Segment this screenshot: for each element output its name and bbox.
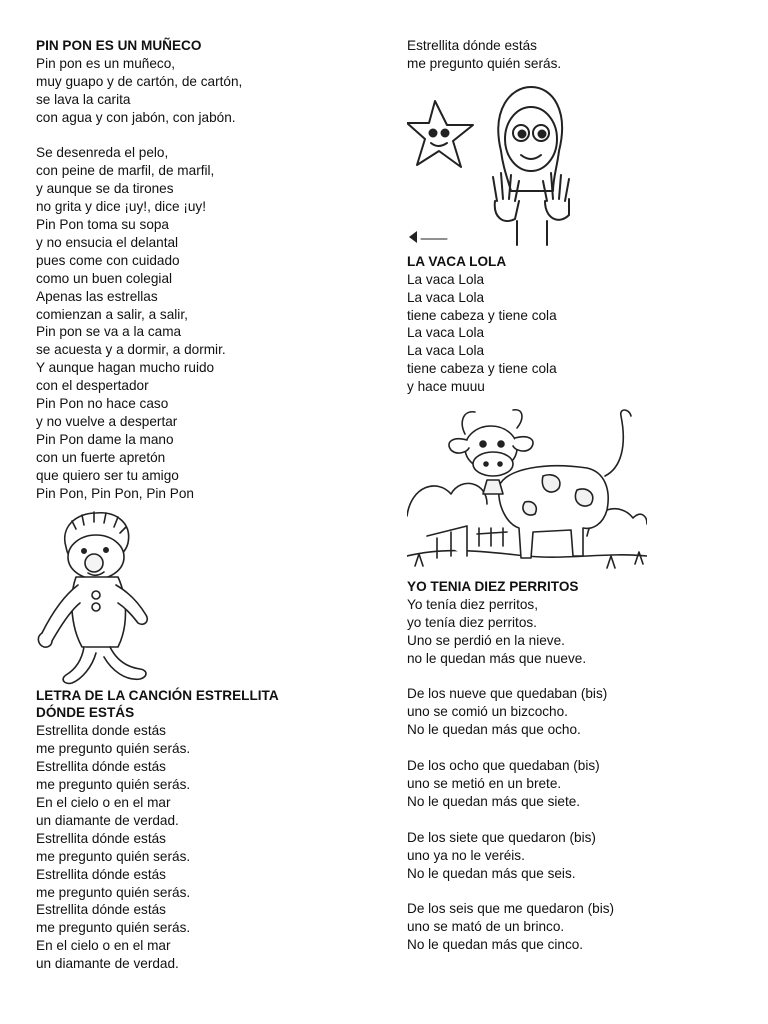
lyric-line: Pin Pon dame la mano: [36, 431, 174, 447]
cow-illustration: [407, 406, 647, 574]
lyric-line: Estrellita dónde estás: [407, 38, 537, 53]
lyric-line: y no ensucia el delantal: [36, 234, 179, 250]
lyric-line: No le quedan más que ocho.: [407, 722, 581, 738]
lyric-line: Yo tenía diez perritos,: [407, 596, 538, 612]
right-column: [407, 37, 737, 954]
stanza-gap: [407, 882, 737, 900]
lyric-line: Pin Pon toma su sopa: [36, 217, 169, 233]
star-and-girl-illustration: [407, 81, 579, 249]
lyric-line: se lava la carita: [36, 91, 131, 107]
lyric-line: no le quedan más que nueve.: [407, 650, 587, 666]
lyric-line: comienzan a salir, a salir,: [36, 306, 188, 322]
lyric-line: Estrellita dónde estás: [36, 759, 166, 775]
lyric-line: y hace muuu: [407, 379, 485, 395]
lyric-line: uno se comió un bizcocho.: [407, 704, 568, 720]
lyric-line: con agua y con jabón, con jabón.: [36, 109, 236, 125]
lyric-line: No le quedan más que siete.: [407, 793, 581, 809]
lyric-line: Y aunque hagan mucho ruido: [36, 360, 215, 376]
lyric-line: Estrellita dónde estás: [36, 866, 166, 882]
stanza-gap: [407, 668, 737, 686]
lyric-line: uno se metió en un brete.: [407, 776, 562, 791]
lyrics-pin-pon: [36, 55, 366, 503]
lyric-line: me pregunto quién serás.: [36, 884, 191, 900]
lyric-line: De los siete que quedaron (bis): [407, 829, 596, 845]
lyric-line: un diamante de verdad.: [36, 812, 179, 828]
lyric-line: La vaca Lola: [407, 289, 485, 305]
song-title-pin-pon: PIN PON ES UN MUÑECO: [36, 38, 202, 53]
lyric-line: La vaca Lola: [407, 343, 485, 359]
lyric-line: pues come con cuidado: [36, 252, 180, 268]
lyric-line: Apenas las estrellas: [36, 288, 158, 304]
lyric-line: y no vuelve a despertar: [36, 414, 178, 430]
lyric-line: me pregunto quién serás.: [36, 920, 191, 936]
lyric-line: muy guapo y de cartón, de cartón,: [36, 73, 243, 89]
lyric-line: Pin pon se va a la cama: [36, 324, 182, 340]
lyric-line: yo tenía diez perritos.: [407, 614, 537, 630]
lyric-line: como un buen colegial: [36, 270, 173, 286]
song-title-vaca-lola: LA VACA LOLA: [407, 253, 507, 269]
stanza-gap: [407, 739, 737, 757]
lyric-line: tiene cabeza y tiene cola: [407, 361, 557, 377]
song-title-diez-perritos: YO TENIA DIEZ PERRITOS: [407, 579, 579, 595]
song-title-estrellita-line1: LETRA DE LA CANCIÓN ESTRELLITA: [36, 687, 279, 703]
lyric-line: En el cielo o en el mar: [36, 794, 171, 810]
lyric-line: En el cielo o en el mar: [36, 938, 171, 954]
lyric-line: Uno se perdió en la nieve.: [407, 632, 565, 648]
lyric-line: me pregunto quién serás.: [36, 777, 191, 793]
lyric-line: uno se mató de un brinco.: [407, 919, 565, 935]
lyric-line: que quiero ser tu amigo: [36, 467, 179, 483]
lyric-line: No le quedan más que cinco.: [407, 937, 584, 953]
lyric-line: con peine de marfil, de marfil,: [36, 163, 215, 179]
lyric-line: Pin pon es un muñeco,: [36, 55, 176, 71]
lyrics-vaca-lola: [407, 271, 737, 396]
lyrics-estrellita: [36, 722, 366, 973]
lyric-line: Se desenreda el pelo,: [36, 145, 169, 161]
lyric-line: con el despertador: [36, 378, 149, 394]
lyric-line: un diamante de verdad.: [36, 956, 179, 972]
lyric-line: Estrellita donde estás: [36, 723, 166, 739]
lyric-line: me pregunto quién serás.: [36, 741, 191, 757]
lyric-line: Estrellita dónde estás: [36, 902, 166, 918]
stanza-gap: [36, 127, 366, 145]
lyric-line: La vaca Lola: [407, 325, 485, 341]
lyric-line: Estrellita dónde estás: [36, 830, 166, 846]
pin-pon-puppet-illustration: [36, 507, 166, 685]
lyric-line: De los seis que me quedaron (bis): [407, 901, 615, 917]
song-title-estrellita: [36, 687, 366, 723]
lyric-line: tiene cabeza y tiene cola: [407, 307, 557, 323]
lyric-line: se acuesta y a dormir, a dormir.: [36, 342, 226, 358]
lyric-line: no grita y dice ¡uy!, dice ¡uy!: [36, 199, 206, 215]
lyric-line: Pin Pon no hace caso: [36, 396, 169, 412]
lyric-line: y aunque se da tirones: [36, 181, 174, 197]
lyric-line: Pin Pon, Pin Pon, Pin Pon: [36, 485, 194, 501]
lyric-line: La vaca Lola: [407, 271, 485, 287]
lyrics-diez-perritos: [407, 596, 737, 954]
lyric-line: uno ya no le veréis.: [407, 847, 525, 863]
lyric-line: me pregunto quién serás.: [36, 848, 191, 864]
lyric-line: De los nueve que quedaban (bis): [407, 686, 608, 702]
left-column: [36, 37, 366, 973]
lyric-line: No le quedan más que seis.: [407, 865, 576, 881]
stanza-gap: [407, 811, 737, 829]
lyric-line: me pregunto quién serás.: [407, 55, 562, 71]
song-title-estrellita-line2: DÓNDE ESTÁS: [36, 705, 135, 721]
lyric-line: De los ocho que quedaban (bis): [407, 758, 600, 774]
lyrics-estrellita-continued: [407, 37, 737, 73]
lyric-line: con un fuerte apretón: [36, 449, 166, 465]
